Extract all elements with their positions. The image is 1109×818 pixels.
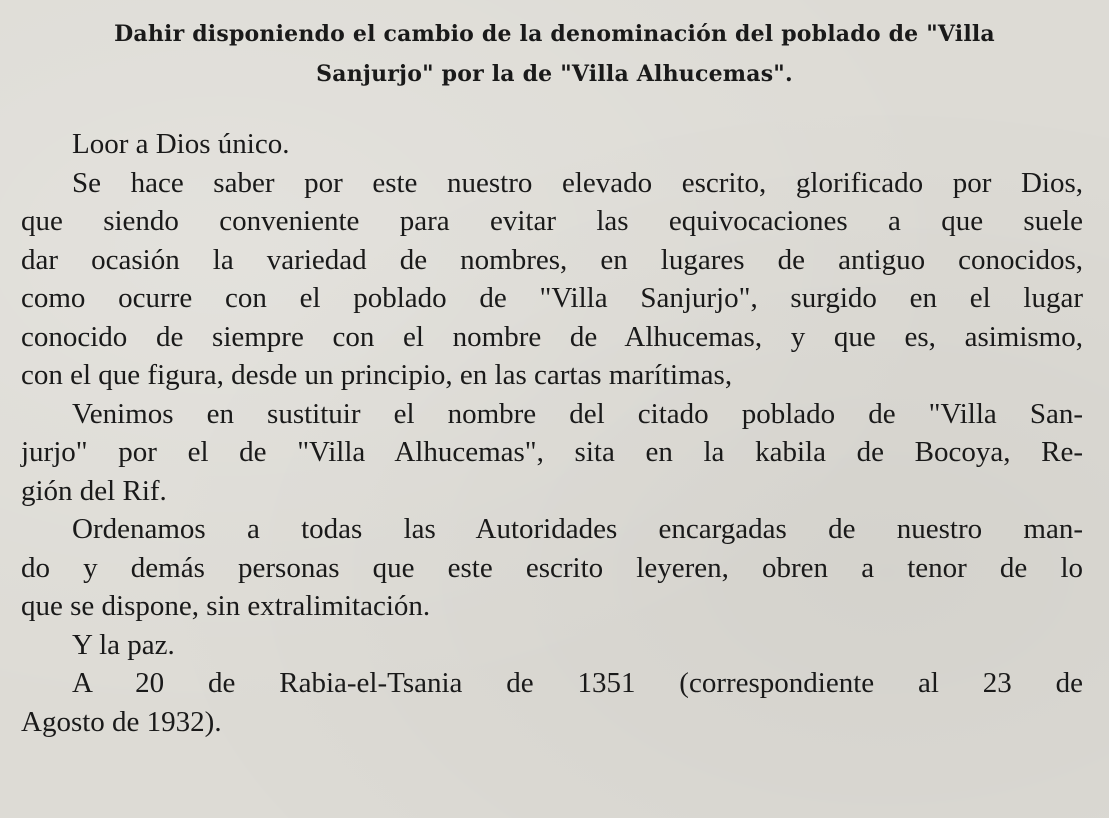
paragraph-line: Ordenamos a todas las Autoridades encargadas de nuestro man- — [72, 513, 1083, 545]
title-line: Dahir disponiendo el cambio de la denominación del poblado de "Villa — [114, 21, 995, 47]
paragraph-line: que se dispone, sin extralimitación. — [21, 590, 431, 622]
document-body — [21, 125, 1083, 741]
paragraph-line: dar ocasión la variedad de nombres, en lugares de antiguo conocidos, — [21, 243, 1083, 276]
paragraph-line: conocido de siempre con el nombre de Alhucemas, y que es, asimismo, — [21, 320, 1083, 353]
paragraph-line: Loor a Dios único. — [72, 128, 290, 160]
paragraph-line: Y la paz. — [72, 628, 175, 661]
paragraph-line: Se hace saber por este nuestro elevado escrito, glorificado por Dios, — [72, 166, 1083, 199]
paragraph-line: Venimos en sustituir el nombre del citado poblado de "Villa San- — [72, 397, 1083, 430]
document-title — [0, 14, 1109, 94]
paragraph-line: A 20 de Rabia-el-Tsania de 1351 (correspondiente al 23 de — [72, 667, 1083, 699]
paragraph-line: jurjo" por el de "Villa Alhucemas", sita en la kabila de Bocoya, Re- — [21, 436, 1083, 468]
paragraph-line: que siendo conveniente para evitar las equivocaciones a que suele — [21, 205, 1083, 237]
paragraph-line: con el que figura, desde un principio, en las cartas marítimas, — [21, 359, 733, 391]
paragraph-line: como ocurre con el poblado de "Villa Sanjurjo", surgido en el lugar — [21, 282, 1083, 314]
paragraph-line: Agosto de 1932). — [21, 705, 222, 738]
paragraph-line: do y demás personas que este escrito leyeren, obren a tenor de lo — [21, 551, 1083, 584]
paragraph-line: gión del Rif. — [21, 474, 167, 507]
title-line: Sanjurjo" por la de "Villa Alhucemas". — [316, 61, 793, 87]
